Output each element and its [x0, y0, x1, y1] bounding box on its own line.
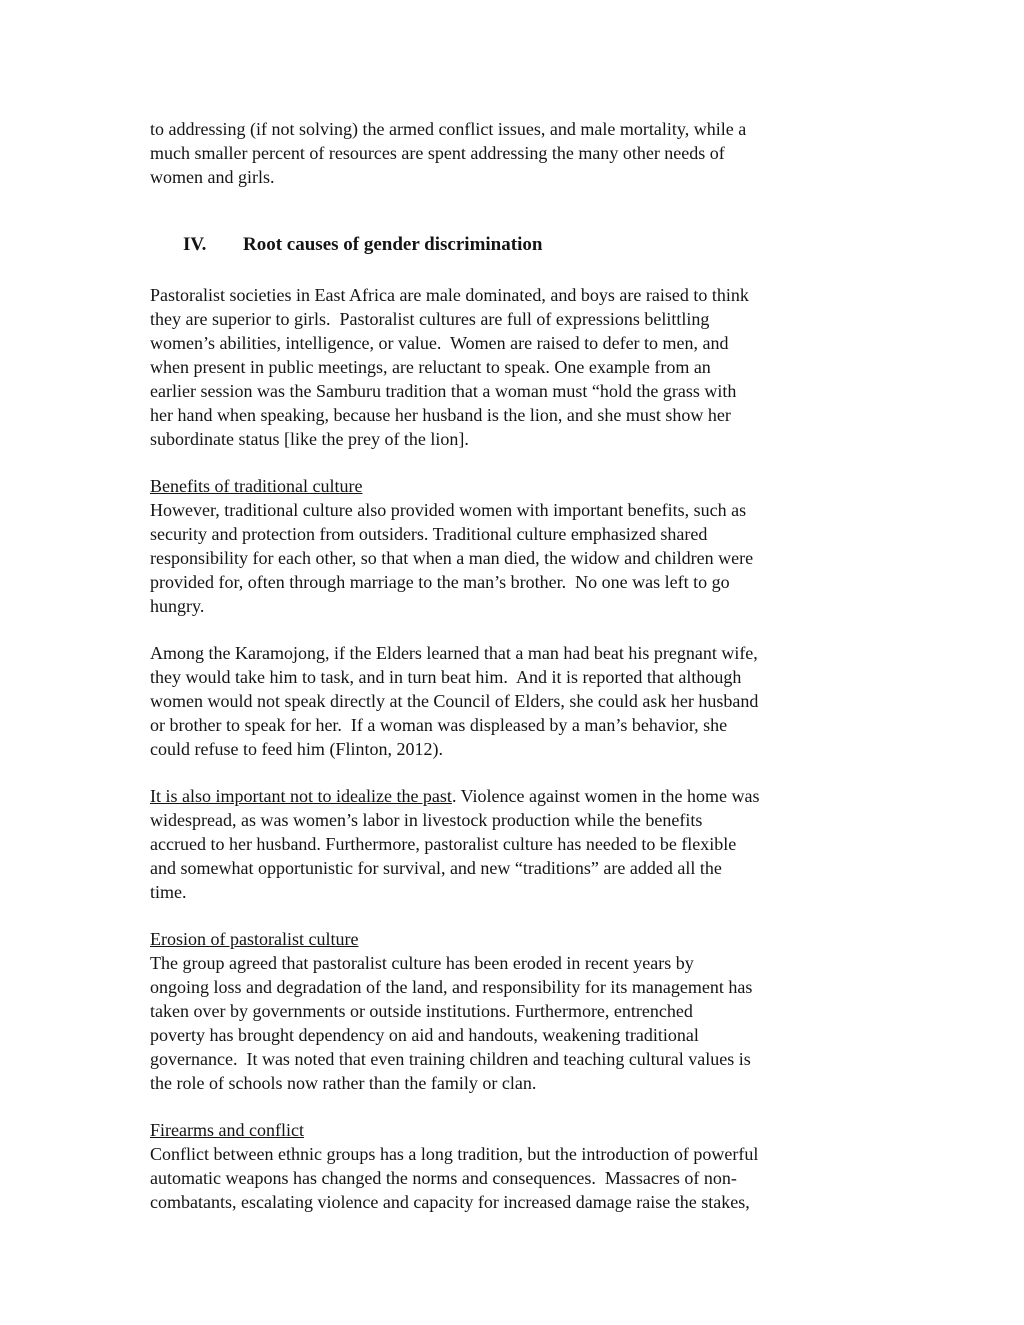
text-line: earlier session was the Samburu tradition that a woman must “hold the grass with [150, 381, 737, 401]
underlined-heading: Firearms and conflict [150, 1120, 304, 1140]
paragraph [150, 784, 964, 904]
text-line [150, 474, 964, 498]
text-line: when present in public meetings, are reluctant to speak. One example from an [150, 357, 711, 377]
text-line: could refuse to feed him (Flinton, 2012). [150, 739, 443, 759]
line-text: . Violence against women in the home was [451, 786, 760, 806]
text-line [150, 1118, 964, 1142]
paragraph [150, 117, 964, 189]
section-number: IV. [183, 234, 207, 255]
section-heading [150, 232, 964, 257]
text-line: Conflict between ethnic groups has a long tradition, but the introduction of powerful [150, 1144, 759, 1164]
paragraph [150, 641, 964, 761]
text-line: ongoing loss and degradation of the land, and responsibility for its management has [150, 977, 753, 997]
text-line: responsibility for each other, so that when a man died, the widow and children were [150, 548, 754, 568]
text-line: women’s abilities, intelligence, or value. Women are raised to defer to men, and [150, 333, 729, 353]
text-line: time. [150, 882, 187, 902]
text-line: women and girls. [150, 167, 275, 187]
text-line: automatic weapons has changed the norms and consequences. Massacres of non- [150, 1168, 737, 1188]
text-line: subordinate status [like the prey of the lion]. [150, 429, 469, 449]
text-line: they would take him to task, and in turn beat him. And it is reported that although [150, 667, 742, 687]
text-line: her hand when speaking, because her husband is the lion, and she must show her [150, 405, 731, 425]
underlined-lead: It is also important not to idealize the past [150, 786, 452, 806]
text-line: The group agreed that pastoralist culture has been eroded in recent years by [150, 953, 694, 973]
paragraph [150, 283, 964, 451]
paragraph [150, 474, 964, 618]
text-line: provided for, often through marriage to the man’s brother. No one was left to go [150, 572, 730, 592]
text-line [150, 784, 964, 808]
text-line: combatants, escalating violence and capacity for increased damage raise the stakes, [150, 1192, 750, 1212]
text-line: security and protection from outsiders. Traditional culture emphasized shared [150, 524, 708, 544]
text-line: the role of schools now rather than the family or clan. [150, 1073, 537, 1093]
section-title: Root causes of gender discrimination [243, 234, 543, 255]
text-line: and somewhat opportunistic for survival, and new “traditions” are added all the [150, 858, 722, 878]
text-line: Among the Karamojong, if the Elders learned that a man had beat his pregnant wife, [150, 643, 758, 663]
text-line: accrued to her husband. Furthermore, pastoralist culture has needed to be flexible [150, 834, 737, 854]
text-line: However, traditional culture also provided women with important benefits, such as [150, 500, 747, 520]
text-line: women would not speak directly at the Council of Elders, she could ask her husband [150, 691, 759, 711]
paragraph [150, 927, 964, 1095]
text-line: widespread, as was women’s labor in livestock production while the benefits [150, 810, 703, 830]
text-line: they are superior to girls. Pastoralist cultures are full of expressions belittling [150, 309, 710, 329]
text-line: governance. It was noted that even training children and teaching cultural values is [150, 1049, 751, 1069]
text-line: much smaller percent of resources are spent addressing the many other needs of [150, 143, 725, 163]
text-line [150, 927, 964, 951]
text-line: or brother to speak for her. If a woman was displeased by a man’s behavior, she [150, 715, 728, 735]
paragraph [150, 1118, 964, 1214]
text-line: poverty has brought dependency on aid and handouts, weakening traditional [150, 1025, 699, 1045]
underlined-heading: Benefits of traditional culture [150, 476, 363, 496]
text-line: taken over by governments or outside institutions. Furthermore, entrenched [150, 1001, 693, 1021]
text-line: to addressing (if not solving) the armed conflict issues, and male mortality, while a [150, 119, 747, 139]
underlined-heading: Erosion of pastoralist culture [150, 929, 359, 949]
text-line: hungry. [150, 596, 205, 616]
text-line: Pastoralist societies in East Africa are male dominated, and boys are raised to think [150, 285, 749, 305]
